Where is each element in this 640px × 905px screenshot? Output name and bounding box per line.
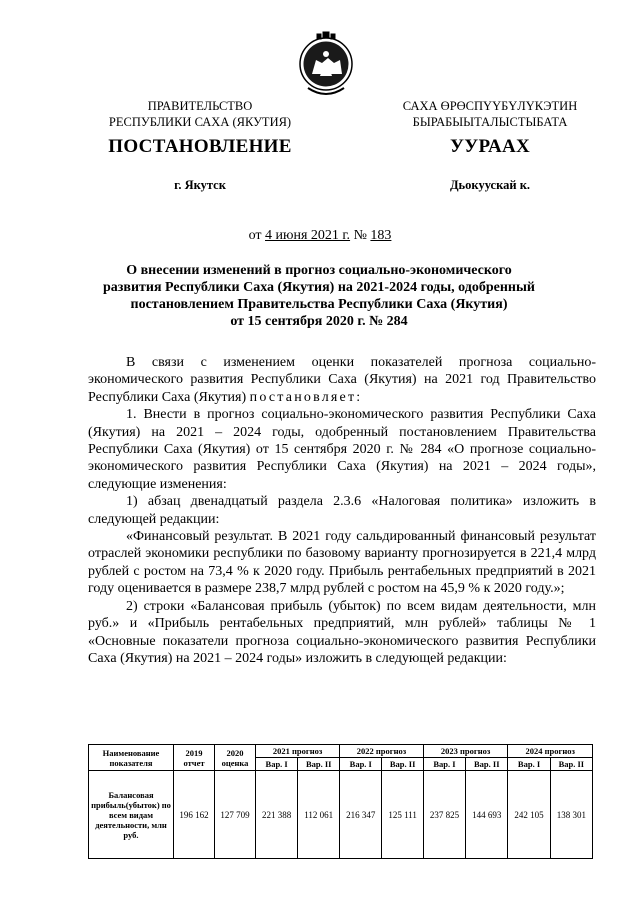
col-header-2021: 2021 прогноз [256,745,340,758]
paragraph-5: 2) строки «Балансовая прибыль (убыток) по всем видам деятельности, млн руб.» и «Прибыль рентабельных предприятий, млн рублей» таблицы № 1 «Основные показатели прогноза социально-экономического развития Республики Саха (Якутия) на 2021 – 2024 годы» изложить в следующей редакции: [88,598,596,666]
col-header-2019: 2019 отчет [174,745,215,771]
paragraph-3: 1) абзац двенадцатый раздела 2.3.6 «Налоговая политика» изложить в следующей редакции: [88,494,596,527]
col-2021-var2: Вар. II [298,758,340,771]
col-2021-var1: Вар. I [256,758,298,771]
doc-type-sakha: УУРААХ [449,136,531,157]
indicators-table [88,744,593,859]
cell-2021-var2: 112 061 [298,771,340,859]
col-header-2023: 2023 прогноз [423,745,508,758]
date-line: от 4 июня 2021 г. № 183 [248,228,392,243]
cell-2022-var1: 216 347 [340,771,382,859]
col-2022-var1: Вар. I [340,758,382,771]
cell-2024-var1: 242 105 [508,771,550,859]
cell-2023-var2: 144 693 [466,771,508,859]
cell-2020: 127 709 [215,771,256,859]
document-body [88,354,596,667]
document-subject: О внесении изменений в прогноз социально-экономического развития Республики Саха (Якутия) на 2021-2024 годы, одобренный постановлением Правительства Республики Саха (Якутия) от 15 сентября 2020 г. № 284 [102,263,535,329]
col-header-2024: 2024 прогноз [508,745,593,758]
col-2023-var2: Вар. II [466,758,508,771]
document-number: 183 [370,228,392,243]
city-sakha: Дьокуускай к. [449,178,531,192]
col-2024-var1: Вар. I [508,758,550,771]
table-row [89,771,593,859]
city-ru: г. Якутск [174,178,226,192]
cell-2022-var2: 125 111 [382,771,423,859]
col-header-2020: 2020 оценка [215,745,256,771]
cell-2023-var1: 237 825 [423,771,465,859]
col-2024-var2: Вар. II [550,758,592,771]
cell-2019: 196 162 [174,771,215,859]
col-header-name: Наименование показателя [89,745,174,771]
row-name: Балансовая прибыль(убыток) по всем видам деятельности, млн руб. [89,771,174,859]
coat-of-arms-emblem [298,30,354,100]
paragraph-4: «Финансовый результат. В 2021 году сальдированный финансовый результат отраслей экономики республики по базовому варианту прогнозируется в 221,4 млрд рублей с ростом на 73,4 % к 2020 году. Прибыль рентабельных предприятий в 2021 году оценивается в размере 238,7 млрд рублей с ростом на 45,9 % к 2020 году.»; [88,529,596,597]
col-header-2022: 2022 прогноз [340,745,424,758]
col-2022-var2: Вар. II [382,758,423,771]
paragraph-1: В связи с изменением оценки показателей прогноза социально-экономического развития Республики Саха (Якутия) на 2021 год Правительство Республики Саха (Якутия) постановляет: [88,355,596,405]
government-name-ru: ПРАВИТЕЛЬСТВО РЕСПУБЛИКИ САХА (ЯКУТИЯ) [108,99,292,129]
document-date: 4 июня 2021 г. [265,228,351,243]
paragraph-2: 1. Внести в прогноз социально-экономического развития Республики Саха (Якутия) на 2021 – 2024 годы, одобренный постановлением Правительства Республики Саха (Якутия) от 15 сентября 2020 г. № 284 «О прогнозе социально-экономического развития Республики Саха (Якутия) на 2021 – 2024 годы», следующие изменения: [88,407,596,492]
cell-2021-var1: 221 388 [256,771,298,859]
cell-2024-var2: 138 301 [550,771,592,859]
col-2023-var1: Вар. I [423,758,465,771]
doc-type-ru: ПОСТАНОВЛЕНИЕ [108,136,292,157]
government-name-sakha: САХА ӨРӨСПҮҮБҮЛҮКЭТИН БЫРАБЫЫТАЛЫСТЫБАТА [402,99,578,129]
